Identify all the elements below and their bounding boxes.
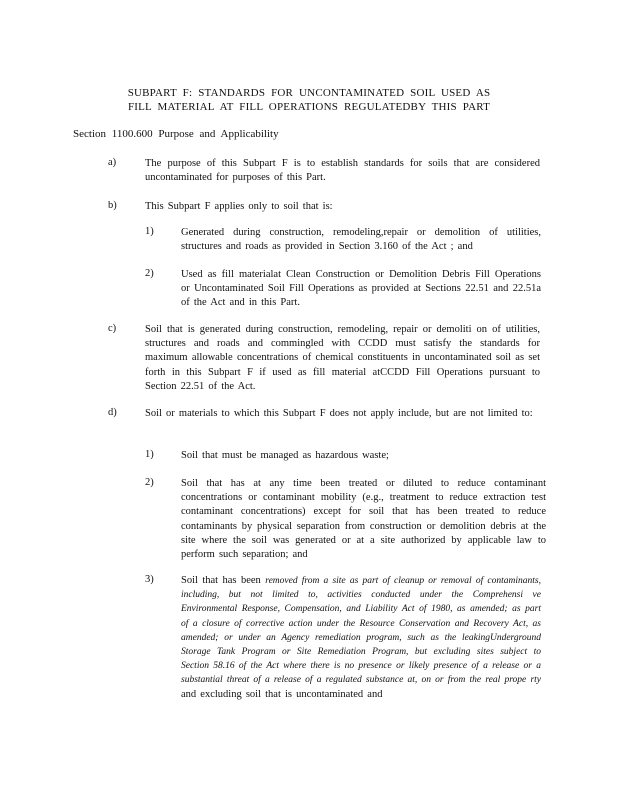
item-b-text: This Subpart F applies only to soil that is: bbox=[145, 201, 333, 212]
item-d1-text: Soil that must be managed as hazardous waste; bbox=[181, 450, 389, 461]
section-title: Section 1100.600 Purpose and Applicability bbox=[73, 128, 279, 140]
item-d3-text-end: and excluding soil that is uncontaminated and bbox=[181, 688, 383, 700]
item-c-text: Soil that is generated during construction, remodeling, repair or demoliti on of utilities, structures and roads and commingled with CCDD must satisfy the standards for maximum allowable concentrations of chemical constituents in uncontaminated soil as set forth in this Subpart F if used as fill material atCCDD Fill Operations pursuant to Section 22.51 of the Act. bbox=[145, 324, 540, 392]
subpart-heading-line1: SUBPART F: STANDARDS FOR UNCONTAMINATED SOIL USED AS bbox=[127, 87, 491, 99]
item-d2-text: Soil that has at any time been treated or diluted to reduce contaminant concentrations or contaminant mobility (e.g., treatment to reduce extraction test contaminant concentrations) except for soil that has been treated to reduce contaminants by physical separation from construction or demolition debris at the site where the soil was generated or at a site authorized by applicable law to perform such separation; and bbox=[181, 478, 546, 561]
item-d3-label: 3) bbox=[145, 574, 154, 585]
item-b-label: b) bbox=[108, 200, 117, 211]
item-b1-text: Generated during construction, remodeling,repair or demolition of utilities, structures and roads as provided in Section 3.160 of the Act ; and bbox=[181, 227, 541, 253]
item-a-text: The purpose of this Subpart F is to establish standards for soils that are considered uncontaminated for purposes of this Part. bbox=[145, 158, 540, 184]
item-b2-text: Used as fill materialat Clean Construction or Demolition Debris Fill Operations or Uncontaminated Soil Fill Operations as provided at Sections 22.51 and 22.51a of the Act and in this Part. bbox=[181, 269, 541, 309]
item-d1-label: 1) bbox=[145, 449, 154, 460]
item-c-label: c) bbox=[108, 323, 117, 334]
item-d-label: d) bbox=[108, 407, 117, 418]
item-d2-label: 2) bbox=[145, 477, 154, 488]
item-b2-label: 2) bbox=[145, 268, 154, 279]
subpart-heading-line2: FILL MATERIAL AT FILL OPERATIONS REGULATEDBY THIS PART bbox=[127, 101, 491, 113]
item-d3-text-italic: removed from a site as part of cleanup or removal of contaminants, including, but not limited to, activities conducted under the Comprehensi ve Environmental Response, Compensation, and Liability Act of 1980, as amended; as part of a closure of corrective action under the Resource Conservation and Recovery Act, as amended; or under an Agency remediation program, such as the leakingUnderground Storage Tank Program or Site Remediation Program, but excluding sites subject to Section 58.16 of the Act where there is no presence or likely presence of a release or a substantial threat of a release of a regulated substance at, on or from the real prope rty bbox=[181, 576, 541, 686]
item-d-text: Soil or materials to which this Subpart F does not apply include, but are not limited to: bbox=[145, 408, 533, 419]
item-d3-text-start: Soil that has been bbox=[181, 575, 261, 586]
item-b1-label: 1) bbox=[145, 226, 154, 237]
item-a-label: a) bbox=[108, 157, 117, 168]
item-d3-text bbox=[181, 574, 541, 702]
